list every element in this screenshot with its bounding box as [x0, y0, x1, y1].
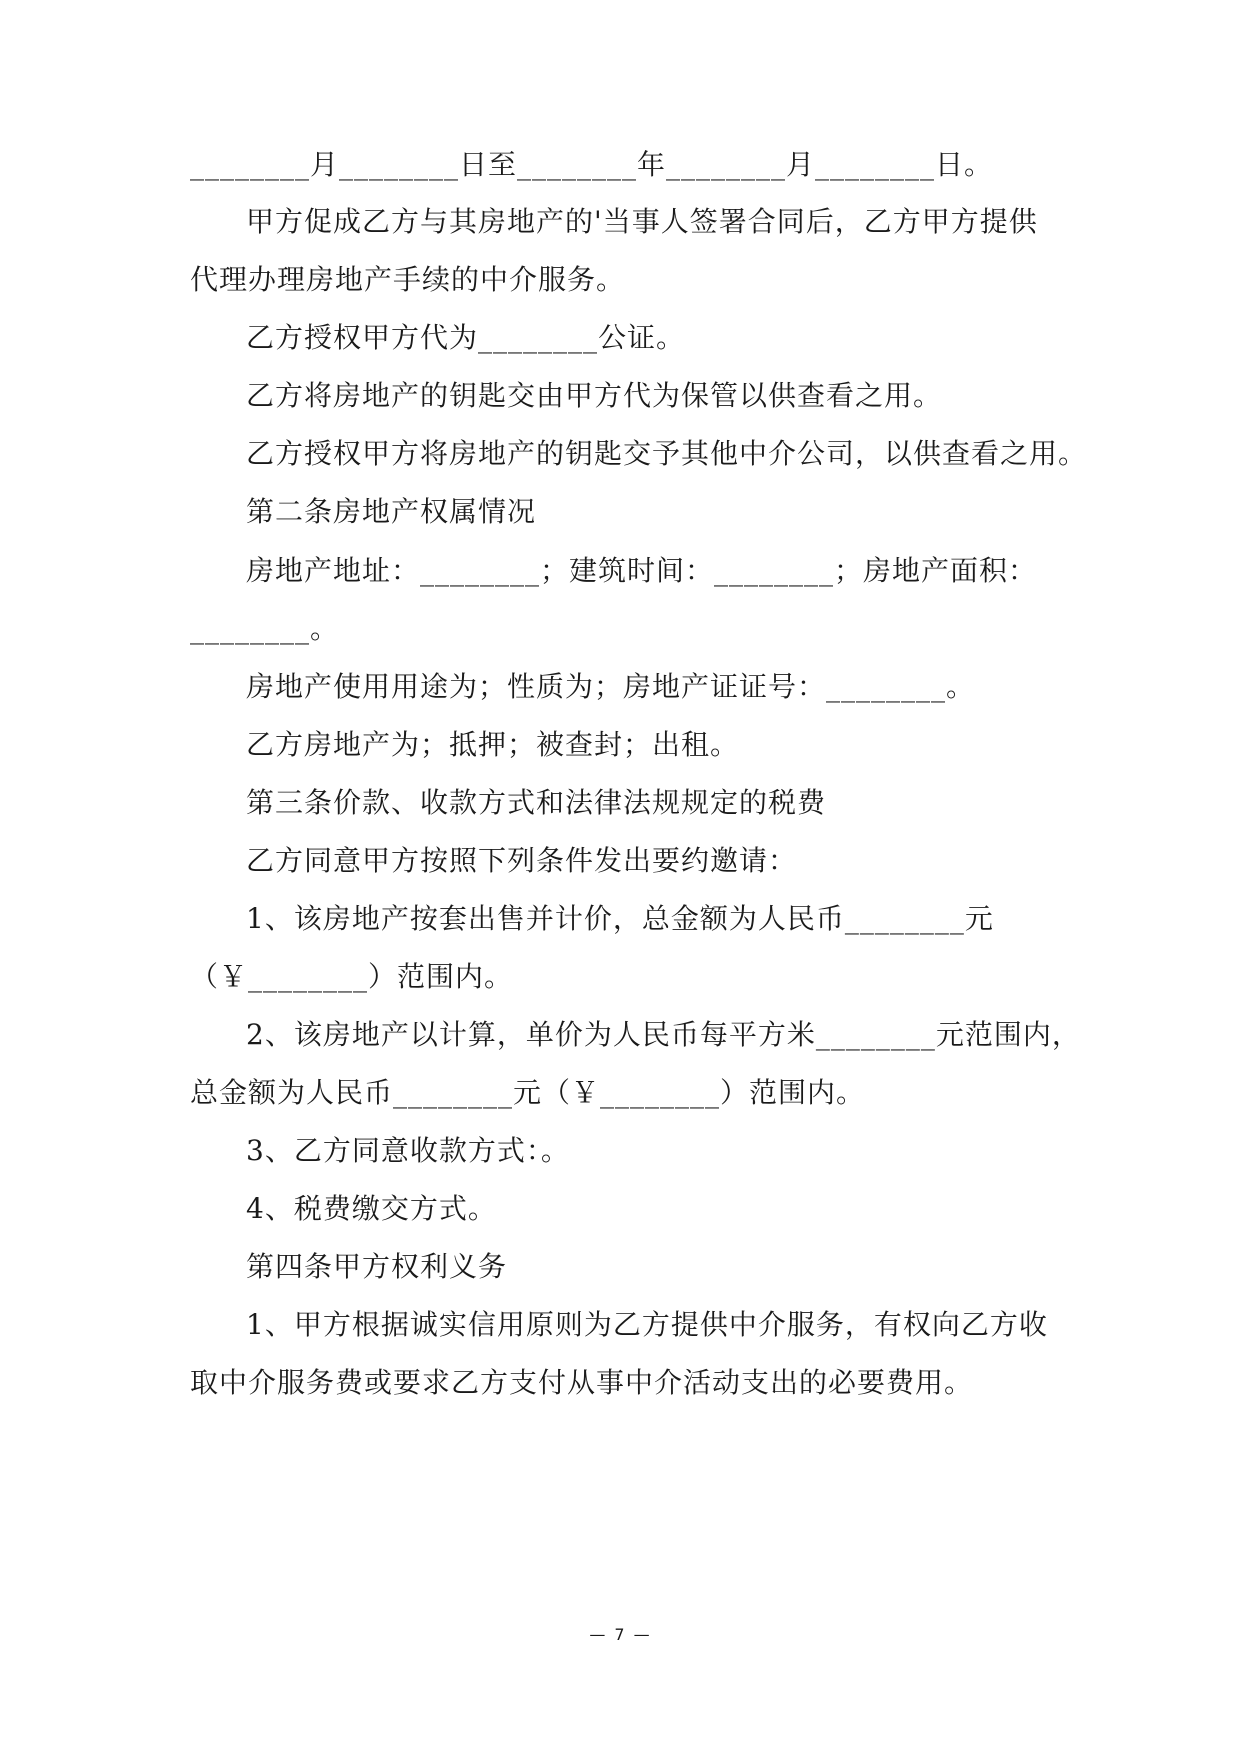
text-line: 4、税费缴交方式。: [246, 1192, 497, 1225]
text-line: 乙方将房地产的钥匙交由甲方代为保管以供查看之用。: [246, 379, 943, 412]
text-line: 总金额为人民币________元（￥________）范围内。: [190, 1076, 866, 1109]
text-line: 1、甲方根据诚实信用原则为乙方提供中介服务，有权向乙方收: [246, 1308, 1048, 1341]
text-line: 乙方授权甲方将房地产的钥匙交予其他中介公司，以供查看之用。: [246, 437, 1088, 470]
page-number: — 7 —: [589, 1625, 652, 1644]
text-line: 房地产地址：________；建筑时间：________；房地产面积：: [246, 554, 1038, 587]
text-line: 甲方促成乙方与其房地产的'当事人签署合同后，乙方甲方提供: [246, 205, 1038, 238]
text-line: ________。: [190, 612, 340, 645]
text-line: 2、该房地产以计算，单价为人民币每平方米________元范围内，: [246, 1018, 1081, 1051]
text-line: 乙方授权甲方代为________公证。: [246, 321, 686, 354]
text-line: 代理办理房地产手续的中介服务。: [190, 263, 626, 296]
text-line: 房地产使用用途为；性质为；房地产证证号：________。: [246, 670, 976, 703]
text-line: 乙方房地产为；抵押；被查封；出租。: [246, 728, 740, 761]
text-line: 3、乙方同意收款方式：。: [246, 1134, 570, 1167]
text-line: 乙方同意甲方按照下列条件发出要约邀请：: [246, 844, 798, 877]
text-line: 取中介服务费或要求乙方支付从事中介活动支出的必要费用。: [190, 1366, 974, 1399]
text-line: （￥________）范围内。: [190, 960, 514, 993]
text-line: ________月________日至________年________月________日。: [190, 148, 994, 181]
section-heading: 第三条价款、收款方式和法律法规规定的税费: [246, 786, 827, 819]
text-line: 1、该房地产按套出售并计价，总金额为人民币________元: [246, 902, 994, 935]
section-heading: 第四条甲方权利义务: [246, 1250, 508, 1283]
section-heading: 第二条房地产权属情况: [246, 495, 537, 528]
